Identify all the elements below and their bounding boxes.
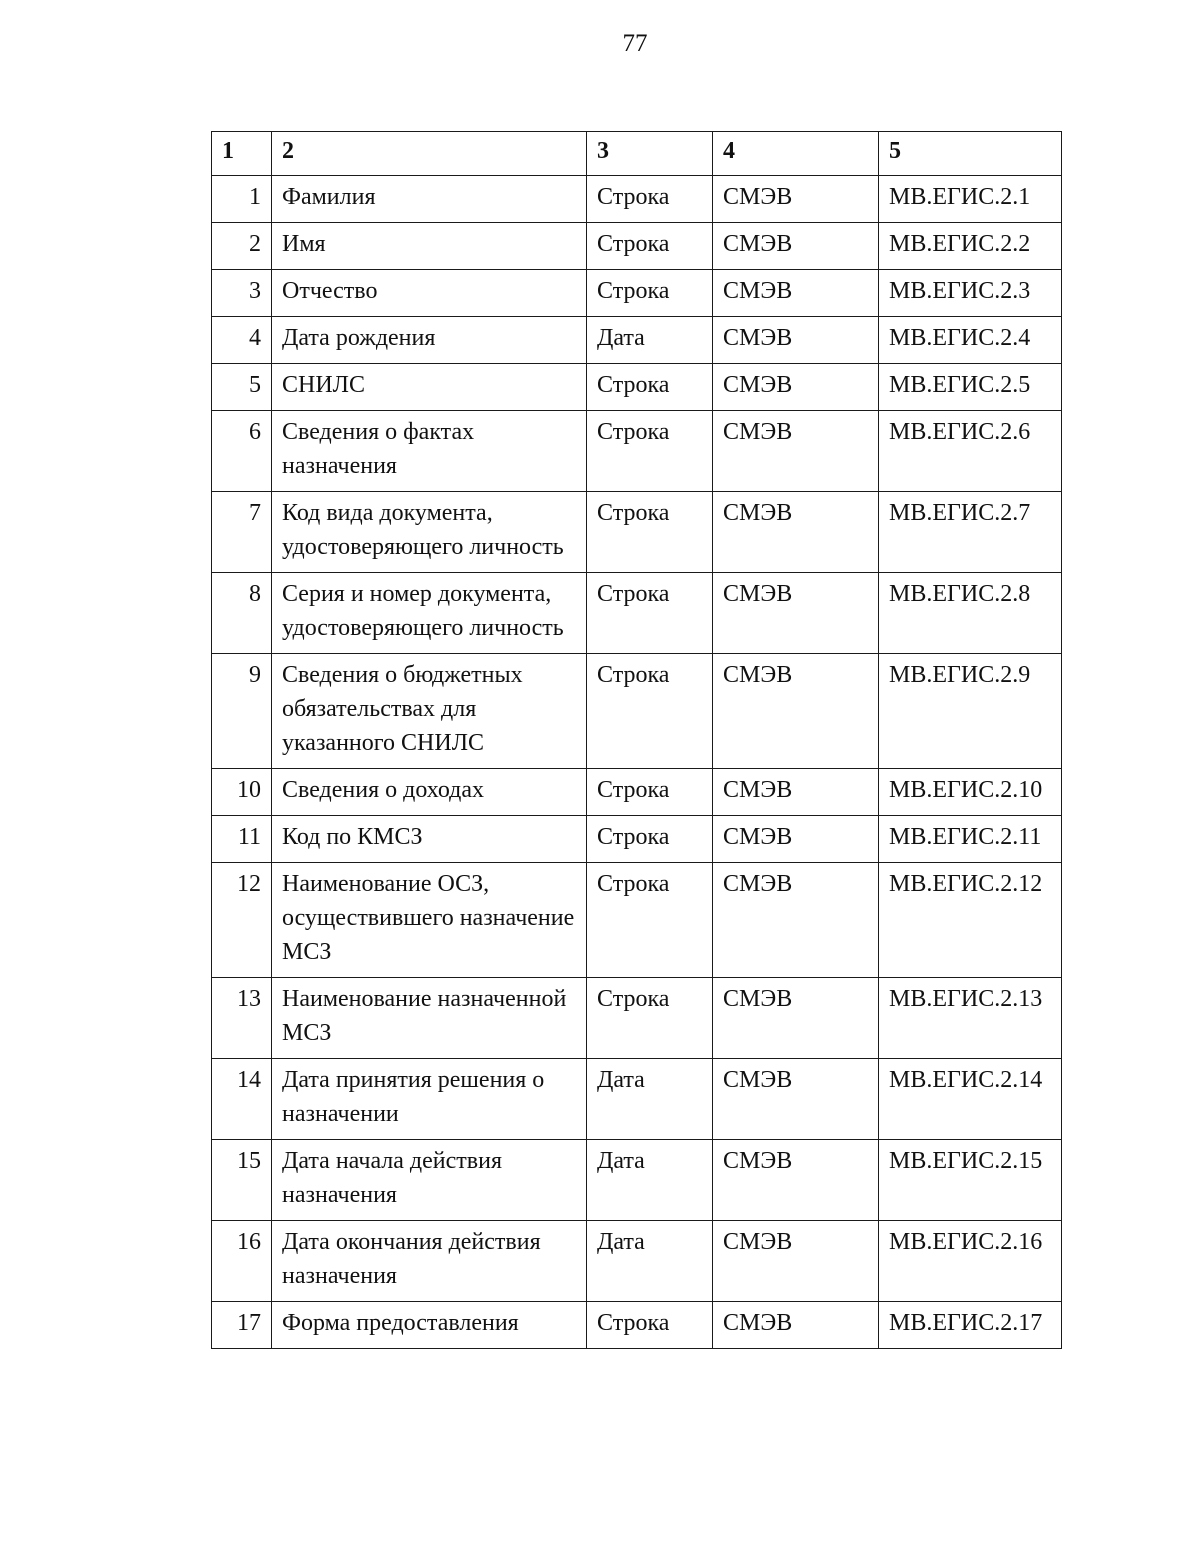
field-name-cell: Код по КМСЗ xyxy=(272,816,587,863)
table-row xyxy=(212,270,1062,317)
field-type-cell: Строка xyxy=(587,223,713,270)
table-row xyxy=(212,816,1062,863)
field-source-cell: СМЭВ xyxy=(713,223,879,270)
field-name-cell: Код вида документа, удостоверяющего личность xyxy=(272,492,587,573)
field-code-cell: МВ.ЕГИС.2.11 xyxy=(879,816,1062,863)
table-body xyxy=(212,132,1062,1349)
field-name-cell: Форма предоставления xyxy=(272,1302,587,1349)
row-number-cell: 5 xyxy=(212,364,272,411)
table-row xyxy=(212,1140,1062,1221)
row-number-cell: 7 xyxy=(212,492,272,573)
field-type-cell: Строка xyxy=(587,364,713,411)
field-name-cell: Отчество xyxy=(272,270,587,317)
field-name-cell: Сведения о фактах назначения xyxy=(272,411,587,492)
field-name-cell: Дата рождения xyxy=(272,317,587,364)
field-name-cell: Наименование назначенной МСЗ xyxy=(272,978,587,1059)
table-row xyxy=(212,223,1062,270)
table-row xyxy=(212,978,1062,1059)
field-name-cell: Дата начала действия назначения xyxy=(272,1140,587,1221)
field-source-cell: СМЭВ xyxy=(713,270,879,317)
field-code-cell: МВ.ЕГИС.2.5 xyxy=(879,364,1062,411)
field-type-cell: Дата xyxy=(587,317,713,364)
field-type-cell: Строка xyxy=(587,573,713,654)
row-number-cell: 17 xyxy=(212,1302,272,1349)
field-type-cell: Строка xyxy=(587,270,713,317)
table-row xyxy=(212,176,1062,223)
table-row xyxy=(212,863,1062,978)
field-type-cell: Дата xyxy=(587,1140,713,1221)
row-number-cell: 11 xyxy=(212,816,272,863)
field-code-cell: МВ.ЕГИС.2.3 xyxy=(879,270,1062,317)
field-name-cell: Дата окончания действия назначения xyxy=(272,1221,587,1302)
field-code-cell: МВ.ЕГИС.2.16 xyxy=(879,1221,1062,1302)
field-source-cell: СМЭВ xyxy=(713,1221,879,1302)
field-code-cell: МВ.ЕГИС.2.12 xyxy=(879,863,1062,978)
field-source-cell: СМЭВ xyxy=(713,1140,879,1221)
field-code-cell: МВ.ЕГИС.2.17 xyxy=(879,1302,1062,1349)
field-type-cell: Строка xyxy=(587,1302,713,1349)
field-type-cell: Строка xyxy=(587,411,713,492)
field-source-cell: СМЭВ xyxy=(713,364,879,411)
row-number-cell: 13 xyxy=(212,978,272,1059)
field-type-cell: Дата xyxy=(587,1221,713,1302)
table-row xyxy=(212,1221,1062,1302)
field-source-cell: СМЭВ xyxy=(713,573,879,654)
field-name-cell: Фамилия xyxy=(272,176,587,223)
row-number-cell: 3 xyxy=(212,270,272,317)
field-source-cell: СМЭВ xyxy=(713,492,879,573)
field-source-cell: СМЭВ xyxy=(713,978,879,1059)
table-row xyxy=(212,769,1062,816)
field-code-cell: МВ.ЕГИС.2.9 xyxy=(879,654,1062,769)
field-name-cell: СНИЛС xyxy=(272,364,587,411)
table-row xyxy=(212,364,1062,411)
field-type-cell: Строка xyxy=(587,863,713,978)
table-row xyxy=(212,317,1062,364)
row-number-cell: 9 xyxy=(212,654,272,769)
table-row xyxy=(212,1059,1062,1140)
field-code-cell: МВ.ЕГИС.2.13 xyxy=(879,978,1062,1059)
row-number-cell: 12 xyxy=(212,863,272,978)
field-source-cell: СМЭВ xyxy=(713,1059,879,1140)
row-number-cell: 6 xyxy=(212,411,272,492)
row-number-cell: 2 xyxy=(212,223,272,270)
field-source-cell: СМЭВ xyxy=(713,863,879,978)
column-header-2: 2 xyxy=(272,132,587,176)
field-code-cell: МВ.ЕГИС.2.10 xyxy=(879,769,1062,816)
column-header-1: 1 xyxy=(212,132,272,176)
field-code-cell: МВ.ЕГИС.2.6 xyxy=(879,411,1062,492)
field-type-cell: Строка xyxy=(587,654,713,769)
row-number-cell: 4 xyxy=(212,317,272,364)
table-row xyxy=(212,411,1062,492)
field-source-cell: СМЭВ xyxy=(713,411,879,492)
row-number-cell: 15 xyxy=(212,1140,272,1221)
page-number: 77 xyxy=(622,30,648,57)
field-name-cell: Дата принятия решения о назначении xyxy=(272,1059,587,1140)
column-header-3: 3 xyxy=(587,132,713,176)
table-row xyxy=(212,654,1062,769)
field-type-cell: Строка xyxy=(587,769,713,816)
field-type-cell: Строка xyxy=(587,176,713,223)
row-number-cell: 14 xyxy=(212,1059,272,1140)
row-number-cell: 16 xyxy=(212,1221,272,1302)
table-header-row xyxy=(212,132,1062,176)
field-source-cell: СМЭВ xyxy=(713,317,879,364)
field-source-cell: СМЭВ xyxy=(713,769,879,816)
field-name-cell: Сведения о бюджетных обязательствах для указанного СНИЛС xyxy=(272,654,587,769)
data-table xyxy=(211,131,1062,1349)
field-type-cell: Строка xyxy=(587,816,713,863)
column-header-4: 4 xyxy=(713,132,879,176)
row-number-cell: 10 xyxy=(212,769,272,816)
row-number-cell: 8 xyxy=(212,573,272,654)
field-source-cell: СМЭВ xyxy=(713,176,879,223)
field-source-cell: СМЭВ xyxy=(713,816,879,863)
table-row xyxy=(212,1302,1062,1349)
field-code-cell: МВ.ЕГИС.2.1 xyxy=(879,176,1062,223)
field-name-cell: Наименование ОСЗ, осуществившего назначение МСЗ xyxy=(272,863,587,978)
column-header-5: 5 xyxy=(879,132,1062,176)
field-code-cell: МВ.ЕГИС.2.15 xyxy=(879,1140,1062,1221)
field-code-cell: МВ.ЕГИС.2.14 xyxy=(879,1059,1062,1140)
field-source-cell: СМЭВ xyxy=(713,1302,879,1349)
field-type-cell: Строка xyxy=(587,492,713,573)
row-number-cell: 1 xyxy=(212,176,272,223)
field-name-cell: Серия и номер документа, удостоверяющего личность xyxy=(272,573,587,654)
table-row xyxy=(212,492,1062,573)
table-row xyxy=(212,573,1062,654)
field-code-cell: МВ.ЕГИС.2.8 xyxy=(879,573,1062,654)
field-code-cell: МВ.ЕГИС.2.4 xyxy=(879,317,1062,364)
field-type-cell: Строка xyxy=(587,978,713,1059)
field-name-cell: Имя xyxy=(272,223,587,270)
field-source-cell: СМЭВ xyxy=(713,654,879,769)
field-code-cell: МВ.ЕГИС.2.2 xyxy=(879,223,1062,270)
field-name-cell: Сведения о доходах xyxy=(272,769,587,816)
field-type-cell: Дата xyxy=(587,1059,713,1140)
field-code-cell: МВ.ЕГИС.2.7 xyxy=(879,492,1062,573)
